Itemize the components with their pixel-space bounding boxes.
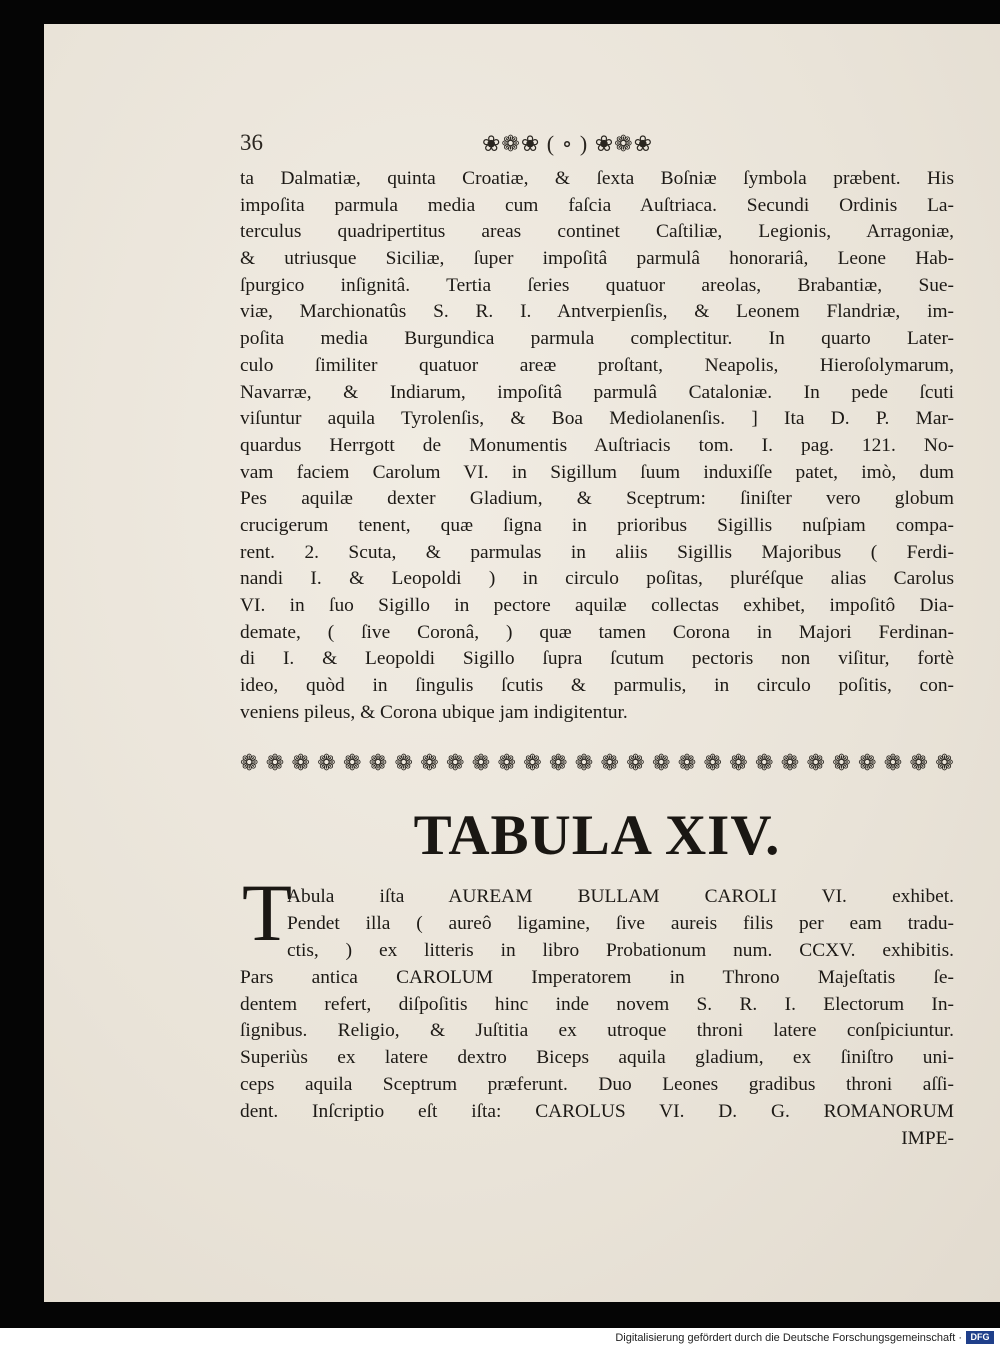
ornament-icon: ❁ (523, 750, 542, 775)
section-title: TABULA XIV. (413, 804, 781, 867)
text-line: dent. Inſcriptio eſt iſta: CAROLUS VI. D. G. ROMANORUM (240, 1101, 954, 1123)
page-header (240, 130, 954, 164)
ornament-icon: ❁ (497, 750, 516, 775)
ornament-icon: ❁ (368, 750, 388, 775)
text-line: impoſita parmula media cum faſcia Auſtriaca. Secundi Ordinis La- (240, 194, 954, 216)
paragraph-tabula (240, 884, 954, 1153)
ornament-icon: ❁ (343, 750, 362, 775)
digitization-credit: Digitalisierung gefördert durch die Deutsche Forschungsgemeinschaft · (615, 1332, 962, 1344)
text-line: poſita media Burgundica parmula complectitur. In quarto Later- (240, 328, 954, 350)
text-line: & utriusque Siciliæ, ſuper impoſitâ parmulâ honorariâ, Leone Hab- (240, 248, 954, 270)
ornament-icon: ❁ (600, 750, 619, 775)
text-line: ideo, quòd in ſingulis ſcutis & parmulis, in circulo poſitis, con- (240, 675, 954, 697)
text-line: rent. 2. Scuta, & parmulas in aliis Sigillis Majoribus ( Ferdi- (240, 541, 954, 563)
text-line: terculus quadripertitus areas continet Caſtiliæ, Legionis, Arragoniæ, (240, 221, 954, 243)
text-line: Pars antica CAROLUM Imperatorem in Throno Majeſtatis ſe- (240, 966, 954, 988)
header-ornament: ❀❁❀ ( ∘ ) ❀❁❀ (482, 131, 654, 156)
text-line: ſignibus. Religio, & Juſtitia ex utroque throni latere conſpiciuntur. (240, 1020, 954, 1042)
ornament-icon: ❁ (703, 750, 722, 775)
ornament-icon: ❁ (832, 750, 851, 775)
text-line: Navarræ, & Indiarum, impoſitâ parmulâ Cataloniæ. In pede ſcuti (240, 381, 954, 403)
ornament-icon: ❁ (755, 750, 774, 775)
text-line: nandi I. & Leopoldi ) in circulo poſitas, pluréſque alias Carolus (240, 568, 954, 590)
ornament-icon: ❁ (265, 750, 285, 775)
ornament-icon: ❁ (626, 750, 645, 775)
ornament-icon: ❁ (240, 750, 259, 775)
text-line: di I. & Leopoldi Sigillo ſupra ſcutum pectoris non viſitur, fortè (240, 648, 954, 670)
text-line: Abula iſta AUREAM BULLAM CAROLI VI. exhibet. (287, 886, 954, 907)
text-line: ſpurgico inſignitâ. Tertia ſeries quatuor areolas, Brabantiæ, Sue- (240, 274, 954, 296)
ornament-icon: ❁ (729, 750, 748, 775)
ornament-icon: ❁ (677, 750, 697, 775)
ornament-icon: ❁ (858, 750, 877, 775)
paragraph-continuation (240, 166, 954, 726)
text-line: Superiùs ex latere dextro Biceps aquila gladium, ex ſiniſtro uni- (240, 1047, 954, 1069)
ornament-icon: ❁ (471, 750, 491, 775)
text-line: viſuntur aquila Tyrolenſis, & Boa Mediolanenſis. ] Ita D. P. Mar- (240, 408, 954, 430)
text-line: culo ſimiliter quatuor areæ proſtant, Neapolis, Hieroſolymarum, (240, 354, 954, 376)
text-line: VI. in ſuo Sigillo in pectore aquilæ collectas exhibet, impoſitô Dia- (240, 595, 954, 616)
catchword: IMPE- (901, 1128, 954, 1150)
text-line: veniens pileus, & Corona ubique jam indigitentur. (240, 701, 628, 723)
ornament-icon: ❁ (549, 750, 568, 775)
text-line: ctis, ) ex litteris in libro Probationum num. CCXV. exhibitis. (287, 939, 954, 961)
ornament-icon: ❁ (317, 750, 336, 775)
ornament-icon: ❁ (883, 750, 903, 775)
text-line: ceps aquila Sceptrum præferunt. Duo Leones gradibus throni aſſi- (240, 1074, 954, 1096)
ornament-icon: ❁ (652, 750, 671, 775)
text-line: Pes aquilæ dexter Gladium, & Sceptrum: ſiniſter vero globum (240, 488, 954, 510)
dfg-logo: DFG (966, 1331, 994, 1344)
ornament-icon: ❁ (420, 750, 439, 775)
ornament-icon: ❁ (394, 750, 413, 775)
ornament-icon: ❁ (291, 750, 310, 775)
text-line: crucigerum tenent, quæ ſigna in prioribus Sigillis nuſpiam compa- (240, 514, 954, 536)
ornament-icon: ❁ (909, 750, 928, 775)
ornament-icon: ❁ (574, 750, 594, 775)
ornamental-divider (240, 745, 954, 781)
text-line: dentem refert, diſpoſitis hinc inde novem S. R. I. Electorum In- (240, 993, 954, 1015)
page-number: 36 (240, 130, 263, 155)
ornament-icon: ❁ (446, 750, 465, 775)
ornament-icon: ❁ (935, 750, 954, 775)
text-line: vam faciem Carolum VI. in Sigillum ſuum induxiſſe patet, imò, dum (240, 461, 954, 483)
text-line: demate, ( ſive Coronâ, ) quæ tamen Corona in Majori Ferdinan- (240, 621, 954, 643)
drop-cap: T (242, 867, 293, 958)
text-line: ta Dalmatiæ, quinta Croatiæ, & ſexta Boſniæ ſymbola præbent. His (240, 168, 954, 189)
ornament-icon: ❁ (806, 750, 825, 775)
ornament-icon: ❁ (780, 750, 800, 775)
text-line: viæ, Marchionatûs S. R. I. Antverpienſis, & Leonem Flandriæ, im- (240, 301, 954, 323)
text-line: Pendet illa ( aureô ligamine, ſive aureis filis per eam tradu- (287, 912, 954, 934)
text-line: quardus Herrgott de Monumentis Auſtriacis tom. I. pag. 121. No- (240, 434, 954, 456)
